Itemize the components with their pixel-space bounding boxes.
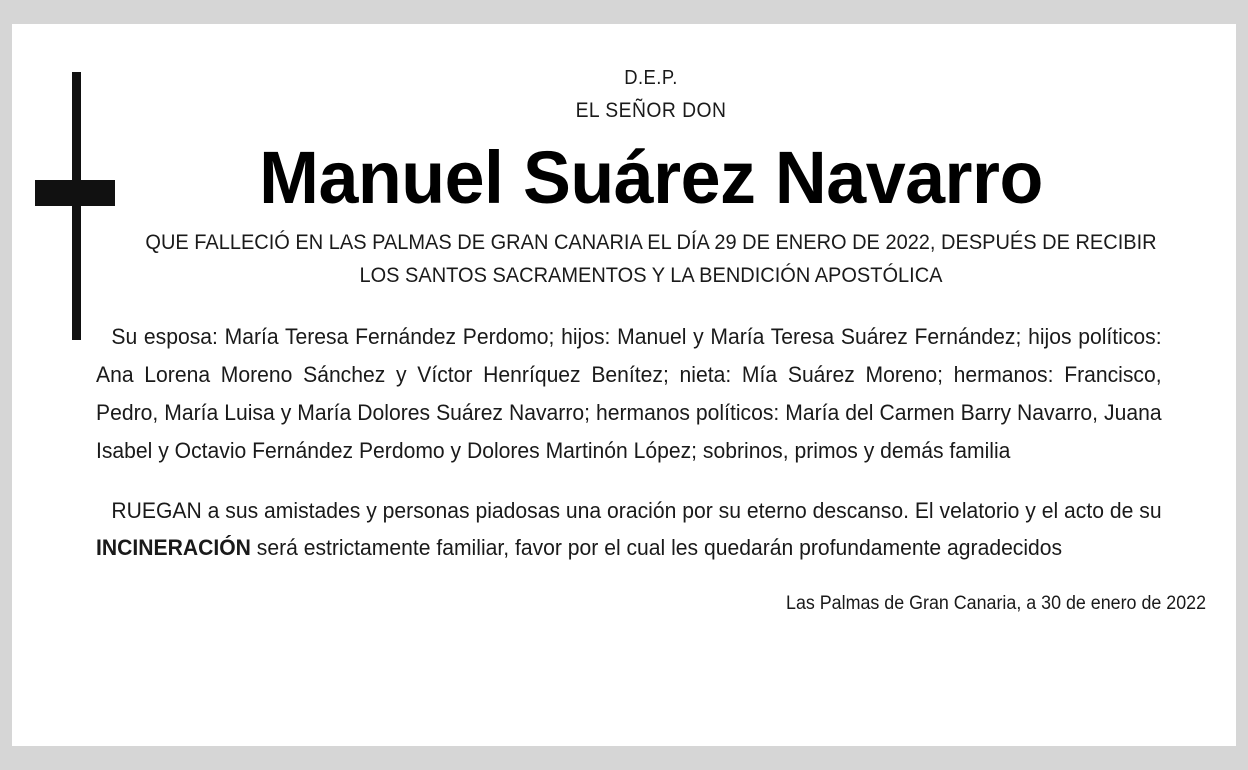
request-paragraph <box>96 492 1162 568</box>
death-statement: QUE FALLECIÓ EN LAS PALMAS DE GRAN CANARIA EL DÍA 29 DE ENERO DE 2022, DESPUÉS DE RECIBIR LOS SANTOS SACRAMENTOS Y LA BENDICIÓN APOSTÓLICA <box>145 229 1157 287</box>
place-and-date: Las Palmas de Gran Canaria, a 30 de enero de 2022 <box>786 593 1206 615</box>
dep-label: D.E.P. <box>624 67 678 89</box>
notice-content <box>96 64 1206 615</box>
request-text-before: RUEGAN a sus amistades y personas piadosas una oración por su eterno descanso. El velatorio y el acto de su <box>111 497 1162 523</box>
request-text-after: será estrictamente familiar, favor por el cual les quedarán profundamente agradecidos <box>250 535 1063 561</box>
incineration-emphasis: INCINERACIÓN <box>96 535 251 561</box>
honorific-label: EL SEÑOR DON <box>575 99 727 122</box>
family-list: Su esposa: María Teresa Fernández Perdomo; hijos: Manuel y María Teresa Suárez Fernández; hijos políticos: Ana Lorena Moreno Sánchez y Víctor Henríquez Benítez; nieta: Mía Suárez Moreno; hermanos: Francisco, Pedro, María Luisa y María Dolores Suárez Navarro; hermanos políticos: María del Carmen Barry Navarro, Juana Isabel y Octavio Fernández Perdomo y Dolores Martinón López; sobrinos, primos y demás familia <box>96 324 1162 463</box>
cross-vertical-bar <box>72 72 81 340</box>
deceased-name: Manuel Suárez Navarro <box>259 135 1043 219</box>
obituary-notice <box>12 24 1236 746</box>
